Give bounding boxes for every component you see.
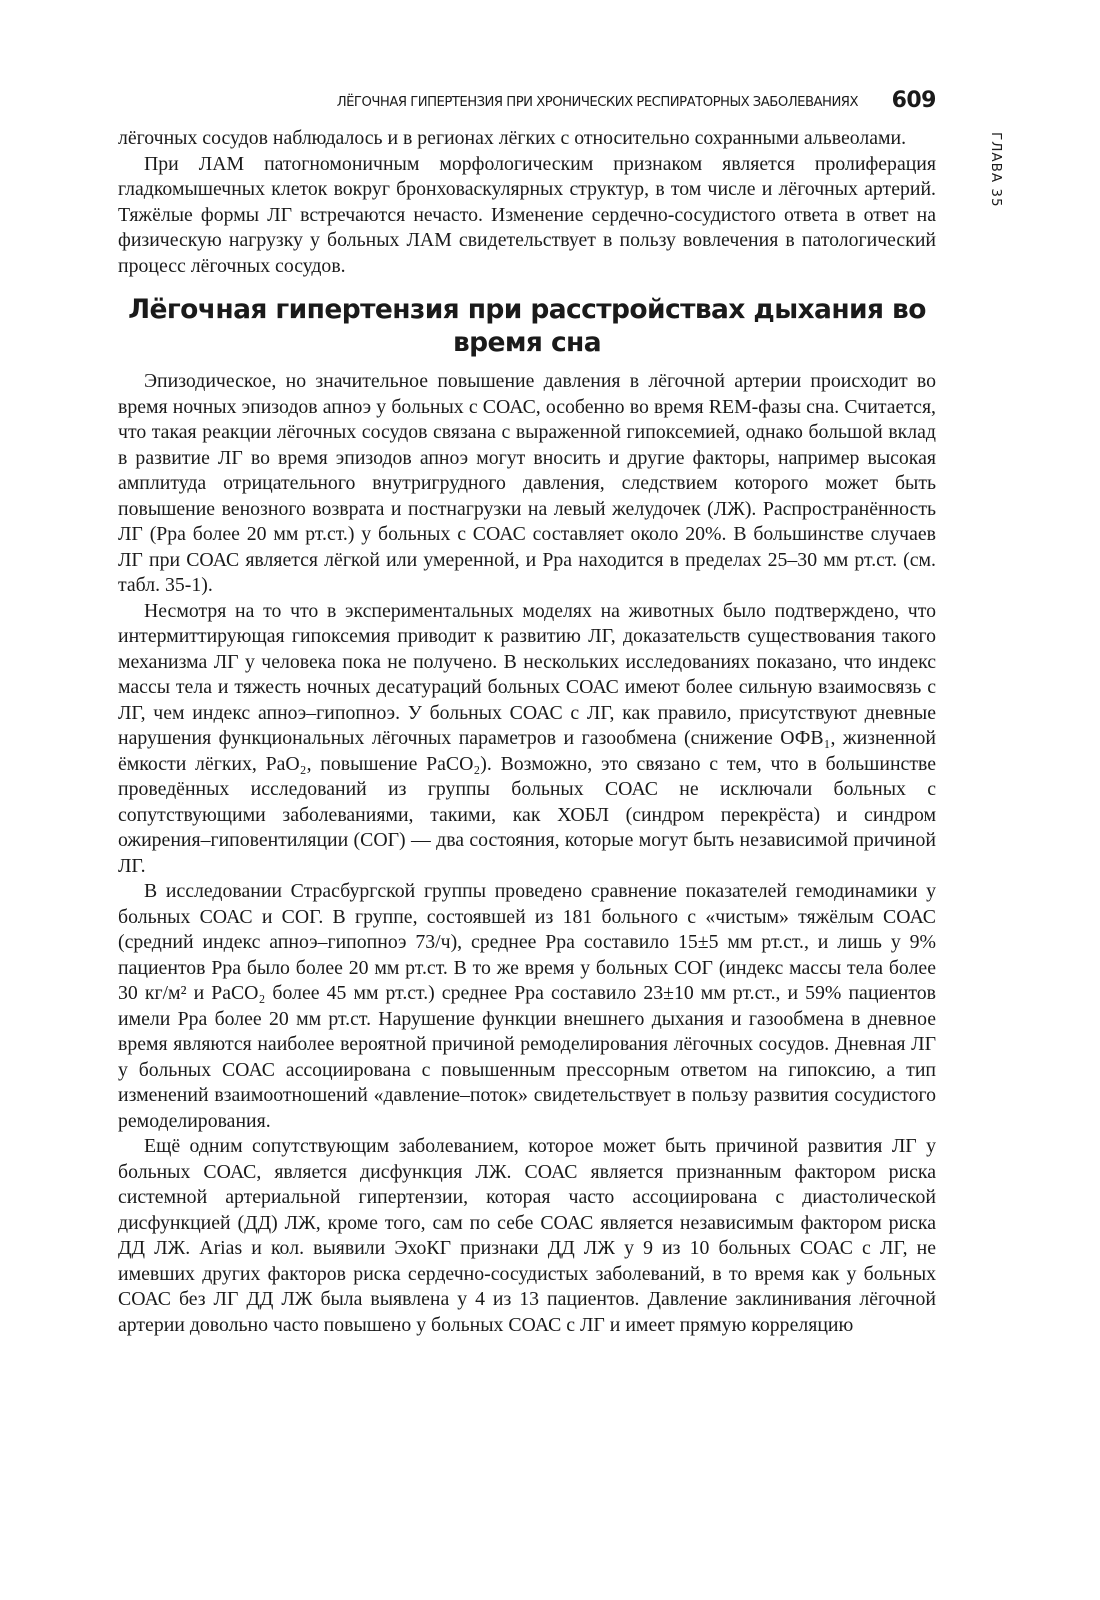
paragraph: В исследовании Страсбургской группы проведено сравнение показателей гемодинамики у больных СОАС и СОГ. В группе, состоявшей из 181 больного с «чистым» тяжёлым СОАС (средний индекс апноэ–гипопноэ 73/ч), среднее Ppa составило 15±5 мм рт.ст., и лишь у 9% пациентов Ppa было более 20 мм рт.ст. В то же время у больных СОГ (индекс массы тела более 30 кг/м² и PaCO₂ более 45 мм рт.ст.) среднее Ppa составило 23±10 мм рт.ст., и 59% пациентов имели Ppa более 20 мм рт.ст. Нарушение функции внешнего дыхания и газообмена в дневное время являются наиболее вероятной причиной ремоделирования лёгочных сосудов. Дневная ЛГ у больных СОАС ассоциирована с повышенным прессорным ответом на гипоксию, а тип изменений взаимоотношений «давление–поток» свидетельствует в пользу развития сосудистого ремоделирования. (118, 880, 936, 1132)
section-heading: Лёгочная гипертензия при расстройствах дыхания во время сна (128, 294, 926, 358)
chapter-label: ГЛАВА 35 (988, 132, 1004, 208)
paragraph: лёгочных сосудов наблюдалось и в регионах лёгких с относительно сохранными альвеолами. (118, 127, 907, 149)
page-number: 609 (891, 88, 936, 113)
running-title: ЛЁГОЧНАЯ ГИПЕРТЕНЗИЯ ПРИ ХРОНИЧЕСКИХ РЕСПИРАТОРНЫХ ЗАБОЛЕВАНИЯХ (336, 95, 858, 110)
chapter-tab (988, 132, 1014, 222)
paragraph: При ЛАМ патогномоничным морфологическим признаком является пролиферация гладкомышечных клеток вокруг бронховаскулярных структур, в том числе и лёгочных артерий. Тяжёлые формы ЛГ встречаются нечасто. Изменение сердечно-сосудистого ответа в ответ на физическую нагрузку у больных ЛАМ свидетельствует в пользу вовлечения в патологический процесс лёгочных сосудов. (118, 152, 936, 277)
running-header (118, 88, 936, 122)
paragraph: Ещё одним сопутствующим заболеванием, которое может быть причиной развития ЛГ у больных СОАС, является дисфункция ЛЖ. СОАС является признанным фактором риска системной артериальной гипертензии, которая часто ассоциирована с диастолической дисфункцией (ДД) ЛЖ, кроме того, сам по себе СОАС является независимым фактором риска ДД ЛЖ. Arias и кол. выявили ЭхоКГ признаки ДД ЛЖ у 9 из 10 больных СОАС с ЛГ, не имевших других факторов риска сердечно-сосудистых заболеваний, в то время как у больных СОАС без ЛГ ДД ЛЖ была выявлена у 4 из 13 пациентов. Давление заклинивания лёгочной артерии довольно часто повышено у больных СОАС с ЛГ и имеет прямую корреляцию (118, 1135, 936, 1336)
text-column (118, 126, 936, 1338)
paragraph: Эпизодическое, но значительное повышение давления в лёгочной артерии происходит во время ночных эпизодов апноэ у больных с СОАС, особенно во время REM-фазы сна. Считается, что такая реакции лёгочных сосудов связана с выраженной гипоксемией, однако большой вклад в развитие ЛГ во время эпизодов апноэ могут вносить и другие факторы, например высокая амплитуда отрицательного внутригрудного давления, следствием которого может быть повышение венозного возврата и постнагрузки на левый желудочек (ЛЖ). Распространённость ЛГ (Ppa более 20 мм рт.ст.) у больных с СОАС составляет около 20%. В большинстве случаев ЛГ при СОАС является лёгкой или умеренной, и Ppa находится в пределах 25–30 мм рт.ст. (см. табл. 35-1). (118, 370, 936, 596)
paragraph: Несмотря на то что в экспериментальных моделях на животных было подтверждено, что интермиттирующая гипоксемия приводит к развитию ЛГ, доказательств существования такого механизма ЛГ у человека пока не получено. В нескольких исследованиях показано, что индекс массы тела и тяжесть ночных десатураций больных СОАС имеют более сильную взаимосвязь с ЛГ, чем индекс апноэ–гипопноэ. У больных СОАС с ЛГ, как правило, присутствуют дневные нарушения функциональных лёгочных параметров и газообмена (снижение ОФВ₁, жизненной ёмкости лёгких, PaO₂, повышение PaCO₂). Возможно, это связано с тем, что в большинстве проведённых исследований из группы больных СОАС не исключали больных с сопутствующими заболеваниями, такими, как ХОБЛ (синдром перекрёста) и синдром ожирения–гиповентиляции (СОГ) — два состояния, которые могут быть независимой причиной ЛГ. (118, 599, 936, 877)
